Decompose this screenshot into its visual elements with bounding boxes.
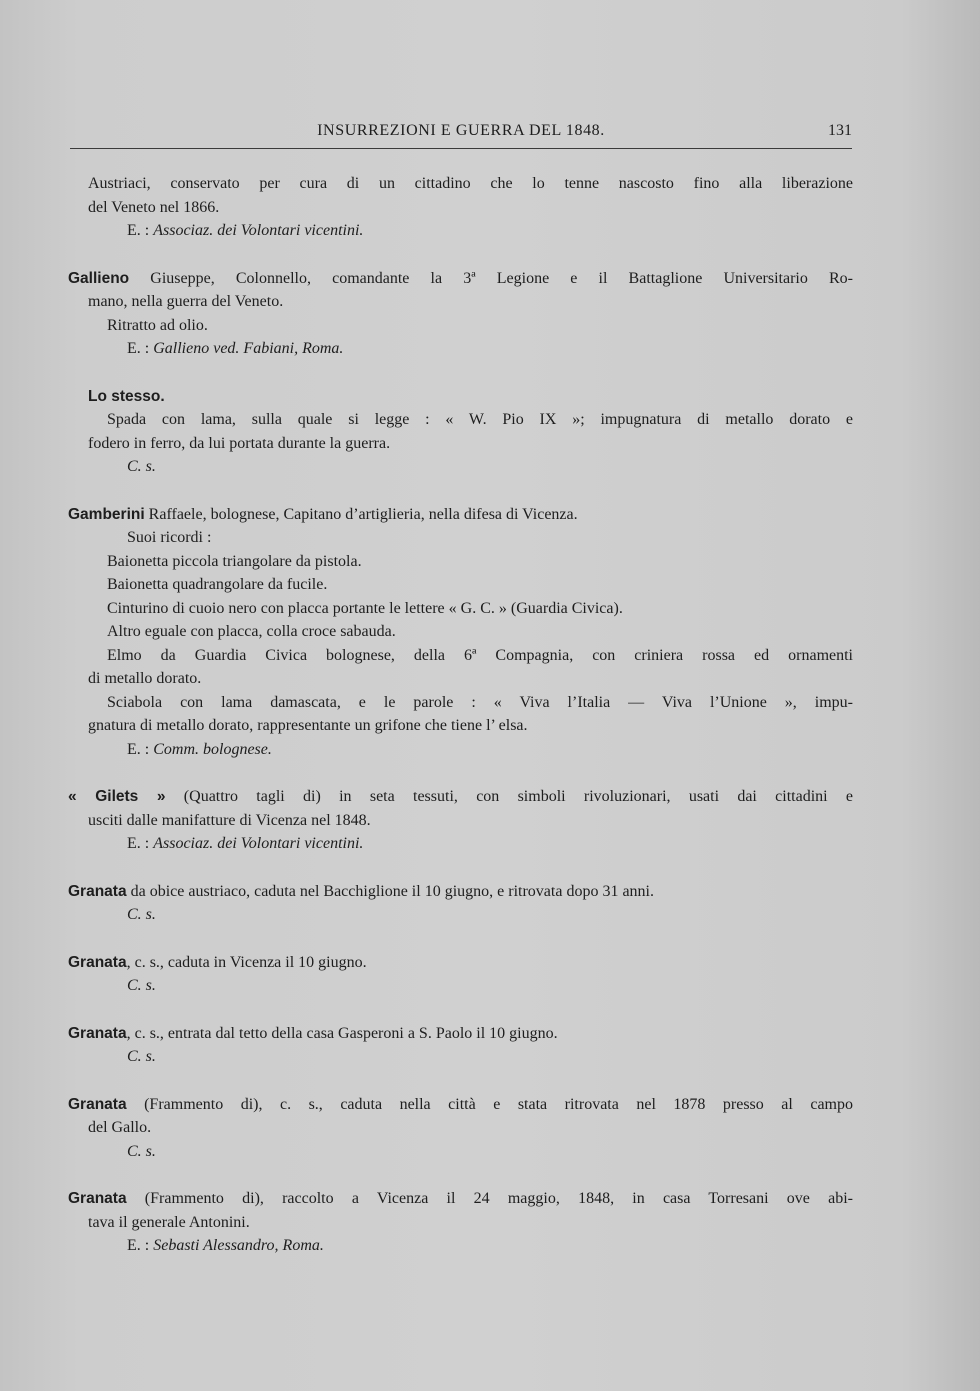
- catalog-entry-granata-3: [68, 1022, 853, 1069]
- catalog-entry-gilets: [68, 785, 853, 856]
- entry-heading: Granata: [68, 882, 127, 900]
- entry-heading: Lo stesso.: [88, 387, 165, 405]
- running-title: INSURREZIONI E GUERRA DEL 1848.: [317, 122, 605, 139]
- entry-source: C. s.: [127, 1048, 156, 1065]
- entry-heading: Gallieno: [68, 269, 130, 287]
- entry-source: C. s.: [127, 977, 156, 994]
- entry-line: gnatura di metallo dorato, rappresentante un grifone che tiene l’ elsa.: [88, 717, 528, 734]
- catalog-text: [68, 172, 853, 1258]
- entry-line: del Gallo.: [88, 1119, 152, 1136]
- entry-line: Baionetta piccola triangolare da pistola.: [107, 552, 362, 570]
- entry-heading: Granata: [68, 1024, 127, 1042]
- entry-heading: Granata: [68, 953, 127, 971]
- entry-line: Elmo da Guardia Civica bolognese, della 6ª Compagnia, con criniera rossa ed ornamenti: [107, 646, 853, 664]
- entry-heading: Granata: [68, 1190, 127, 1207]
- entry-source: E. : Sebasti Alessandro, Roma.: [127, 1237, 324, 1254]
- entry-line: usciti dalle manifatture di Vicenza nel 1848.: [88, 811, 371, 829]
- entry-line: Gamberini Raffaele, bolognese, Capitano d’artiglieria, nella difesa di Vicenza.: [68, 505, 578, 523]
- entry-line: « Gilets » (Quattro tagli di) in seta tessuti, con simboli rivoluzionari, usati dai cittadini e: [68, 788, 853, 805]
- entry-source: C. s.: [127, 458, 156, 475]
- catalog-entry-gamberini: [68, 503, 853, 762]
- entry-line: Baionetta quadrangolare da fucile.: [107, 576, 328, 593]
- entry-line: tava il generale Antonini.: [88, 1213, 250, 1231]
- entry-source: C. s.: [127, 906, 156, 923]
- entry-source: C. s.: [127, 1142, 156, 1160]
- entry-heading: Granata: [68, 1095, 127, 1113]
- entry-line: Granata, c. s., entrata dal tetto della casa Gasperoni a S. Paolo il 10 giugno.: [68, 1024, 558, 1042]
- entry-line: Cinturino di cuoio nero con placca portante le lettere « G. C. » (Guardia Civica).: [107, 599, 623, 617]
- entry-line: di metallo dorato.: [88, 670, 202, 687]
- entry-line: Granata da obice austriaco, caduta nel Bacchiglione il 10 giugno, e ritrovata dopo 31 anni.: [68, 882, 654, 900]
- entry-line: del Veneto nel 1866.: [88, 198, 220, 216]
- entry-heading: Gamberini: [68, 505, 145, 523]
- catalog-entry-granata-5: [68, 1187, 853, 1258]
- catalog-entry-granata-2: [68, 951, 853, 998]
- entry-line: Granata (Frammento di), raccolto a Vicenza il 24 maggio, 1848, in casa Torresani ove abi-: [68, 1190, 853, 1207]
- catalog-entry-granata-4: [68, 1093, 853, 1164]
- entry-source: E. : Associaz. dei Volontari vicentini.: [127, 835, 364, 852]
- catalog-entry-granata-1: [68, 880, 853, 927]
- entry-line: [68, 385, 853, 409]
- entry-line: Granata (Frammento di), c. s., caduta nella città e stata ritrovata nel 1878 presso al campo: [68, 1095, 853, 1113]
- entry-line: fodero in ferro, da lui portata durante la guerra.: [88, 434, 391, 452]
- entry-line: Ritratto ad olio.: [107, 316, 208, 334]
- entry-line: Austriaci, conservato per cura di un cittadino che lo tenne nascosto fino alla liberazione: [88, 175, 853, 192]
- entry-source: E. : Associaz. dei Volontari vicentini.: [127, 222, 364, 239]
- catalog-entry-gallieno: [68, 267, 853, 361]
- entry-line: Suoi ricordi :: [127, 529, 212, 546]
- entry-line: Granata, c. s., caduta in Vicenza il 10 giugno.: [68, 953, 367, 971]
- entry-line: Altro eguale con placca, colla croce sabauda.: [107, 623, 396, 640]
- entry-source: E. : Comm. bolognese.: [127, 740, 272, 758]
- entry-line: mano, nella guerra del Veneto.: [88, 293, 284, 310]
- entry-heading: « Gilets »: [68, 788, 166, 805]
- entry-line: Gallieno Giuseppe, Colonnello, comandante la 3ª Legione e il Battaglione Universitario Ro-: [68, 269, 853, 287]
- entry-line: Spada con lama, sulla quale si legge : « W. Pio IX »; impugnatura di metallo dorato e: [107, 411, 853, 428]
- entry-source: E. : Gallieno ved. Fabiani, Roma.: [127, 340, 344, 357]
- page-header: [70, 118, 852, 149]
- entry-line: Sciabola con lama damascata, e le parole : « Viva l’Italia — Viva l’Unione », impu-: [107, 693, 853, 711]
- catalog-entry-lo-stesso: [68, 385, 853, 479]
- page-number: 131: [828, 122, 852, 139]
- catalog-entry-continuation: [68, 172, 853, 243]
